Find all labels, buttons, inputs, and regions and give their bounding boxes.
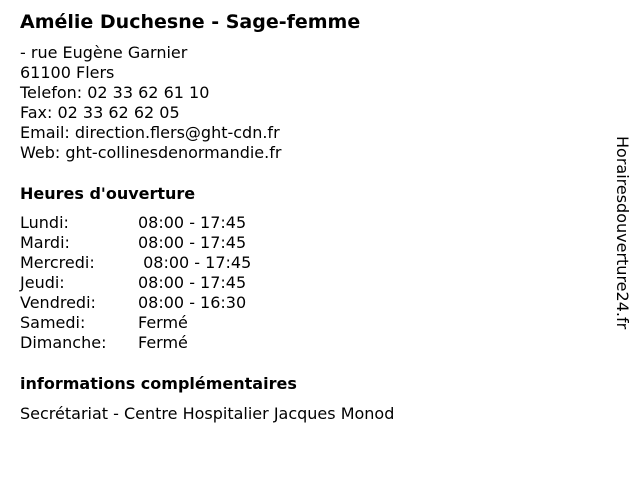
day-label: Dimanche: [20, 333, 107, 352]
hours-row-thursday [20, 273, 251, 293]
address-phone: Telefon: 02 33 62 61 10 [20, 83, 210, 102]
page-title: Amélie Duchesne - Sage-femme [20, 11, 361, 33]
day-label: Mardi: [20, 233, 70, 252]
additional-info-text: Secrétariat - Centre Hospitalier Jacques Monod [20, 404, 395, 423]
day-time: 08:00 - 17:45 [138, 273, 247, 292]
address-fax: Fax: 02 33 62 62 05 [20, 103, 180, 122]
day-label: Mercredi: [20, 253, 95, 272]
opening-hours-list [20, 213, 251, 353]
hours-row-saturday [20, 313, 251, 333]
address-city: 61100 Flers [20, 63, 115, 82]
brand-watermark: Horairesdouverture24.fr [613, 136, 632, 330]
day-label: Samedi: [20, 313, 86, 332]
day-label: Vendredi: [20, 293, 96, 312]
day-label: Lundi: [20, 213, 69, 232]
day-time: 08:00 - 16:30 [138, 293, 247, 312]
day-label: Jeudi: [20, 273, 65, 292]
address-street: - rue Eugène Garnier [20, 43, 188, 62]
day-time: 08:00 - 17:45 [138, 213, 247, 232]
address-block [20, 43, 281, 163]
additional-info-heading: informations complémentaires [20, 374, 297, 393]
day-time: 08:00 - 17:45 [138, 253, 252, 272]
day-time: Fermé [138, 333, 188, 352]
hours-row-monday [20, 213, 251, 233]
hours-row-wednesday [20, 253, 251, 273]
opening-hours-heading: Heures d'ouverture [20, 184, 196, 203]
day-time: Fermé [138, 313, 188, 332]
hours-row-sunday [20, 333, 251, 353]
address-web: Web: ght-collinesdenormandie.fr [20, 143, 282, 162]
day-time: 08:00 - 17:45 [138, 233, 247, 252]
hours-row-tuesday [20, 233, 251, 253]
address-email: Email: direction.flers@ght-cdn.fr [20, 123, 280, 142]
hours-row-friday [20, 293, 251, 313]
